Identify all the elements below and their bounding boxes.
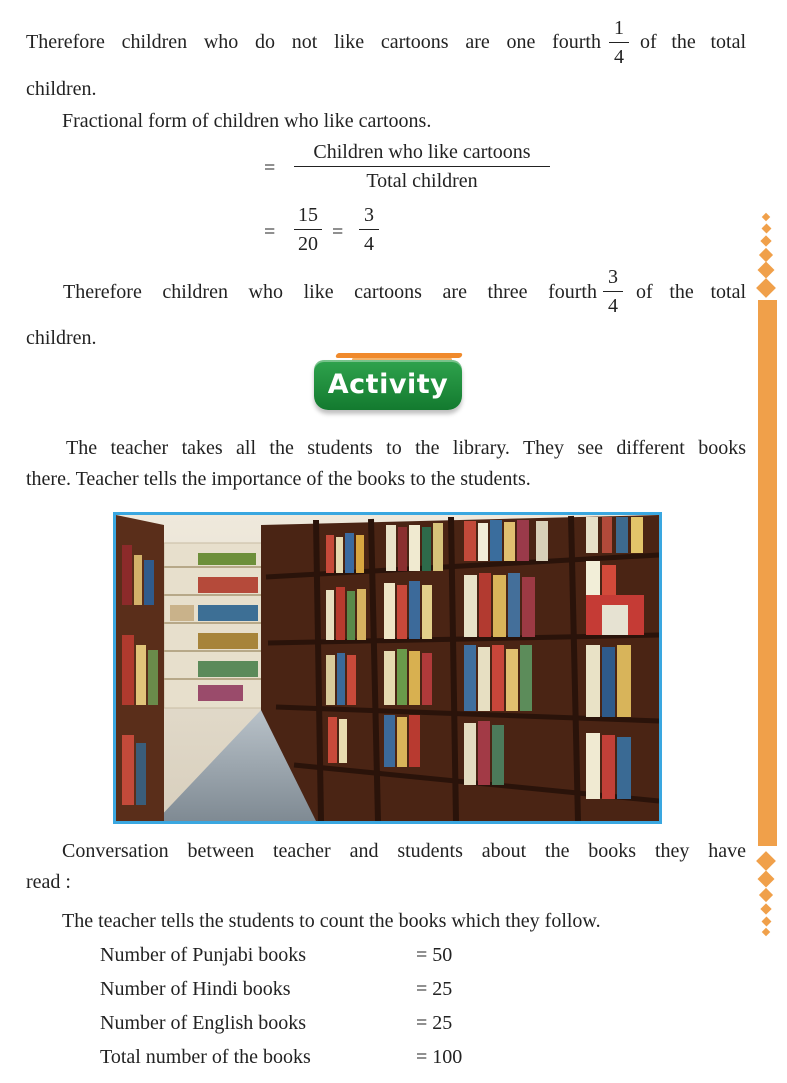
diamond-icon [760, 235, 771, 246]
para5-line1 [62, 839, 746, 863]
fraction-3-4 [359, 203, 379, 256]
table-row-value: = 25 [416, 1012, 453, 1034]
para1-text: Therefore children who do not like cartoons are one fourth [26, 31, 601, 53]
fraction-denominator: 4 [364, 233, 374, 255]
library-photo [113, 512, 662, 824]
para1-line1-end [640, 30, 746, 54]
equals-sign: = [332, 221, 344, 243]
diamond-icon [762, 928, 770, 936]
para4-line1 [66, 436, 746, 460]
table-row-value: = 100 [416, 1046, 463, 1068]
diamond-icon [758, 262, 775, 279]
para6-line1: The teacher tells the students to count the books which they follow. [62, 910, 601, 932]
fraction-numerator: 15 [298, 204, 318, 226]
para1-text-after: of the total [640, 31, 746, 53]
para1-line1 [26, 30, 601, 54]
table-row-label: Number of Hindi books [100, 978, 291, 1000]
para1-line2: children. [26, 78, 97, 100]
diamond-icon [756, 851, 776, 871]
para5-line2: read : [26, 871, 71, 893]
fraction-bar [603, 291, 623, 292]
table-row-label: Number of English books [100, 1012, 307, 1034]
diamond-icon [759, 248, 773, 262]
fraction-cartoons-over-total [294, 140, 550, 193]
fraction-one-fourth [609, 16, 629, 69]
fraction-bar [294, 229, 322, 230]
fraction-bar [359, 229, 379, 230]
para3-line1-end [636, 280, 746, 304]
diamond-icon [762, 213, 770, 221]
fraction-bar [609, 42, 629, 43]
diamond-icon [759, 888, 773, 902]
library-illustration [116, 515, 659, 821]
equals-sign: = [264, 157, 276, 179]
fraction-15-20 [294, 203, 322, 256]
equals-sign: = [264, 221, 276, 243]
table-row-label: Number of Punjabi books [100, 944, 307, 966]
para4-line2: there. Teacher tells the importance of the books to the students. [26, 468, 531, 490]
diamond-icon [762, 917, 772, 927]
fraction-denominator: 4 [608, 295, 618, 317]
fraction-denominator: 20 [298, 233, 318, 255]
table-row-label: Total number of the books [100, 1046, 311, 1068]
para4-text: The teacher takes all the students to the library. They see different books [66, 437, 746, 459]
para3-text-after: of the total [636, 281, 746, 303]
diamond-icon [758, 871, 775, 888]
table-row-value: = 25 [416, 978, 453, 1000]
fraction-numerator: Children who like cartoons [313, 141, 531, 163]
diamond-icon [756, 278, 776, 298]
fraction-bar [294, 166, 550, 167]
para5-text: Conversation between teacher and students about the books they have [62, 840, 746, 862]
fraction-denominator: Total children [366, 170, 478, 192]
para3-line2: children. [26, 327, 97, 349]
fraction-three-fourth [603, 265, 623, 318]
fraction-numerator: 3 [608, 266, 618, 288]
fraction-denominator: 4 [614, 46, 624, 68]
fraction-numerator: 3 [364, 204, 374, 226]
activity-badge: Activity [314, 360, 462, 410]
table-row-value: = 50 [416, 944, 453, 966]
diamond-icon [760, 903, 771, 914]
diamond-icon [762, 224, 772, 234]
para3-text: Therefore children who like cartoons are three fourth [63, 281, 597, 303]
para3-line1 [63, 280, 597, 304]
side-bar [758, 300, 777, 846]
fraction-numerator: 1 [614, 17, 624, 39]
para2-intro: Fractional form of children who like cartoons. [62, 110, 432, 132]
